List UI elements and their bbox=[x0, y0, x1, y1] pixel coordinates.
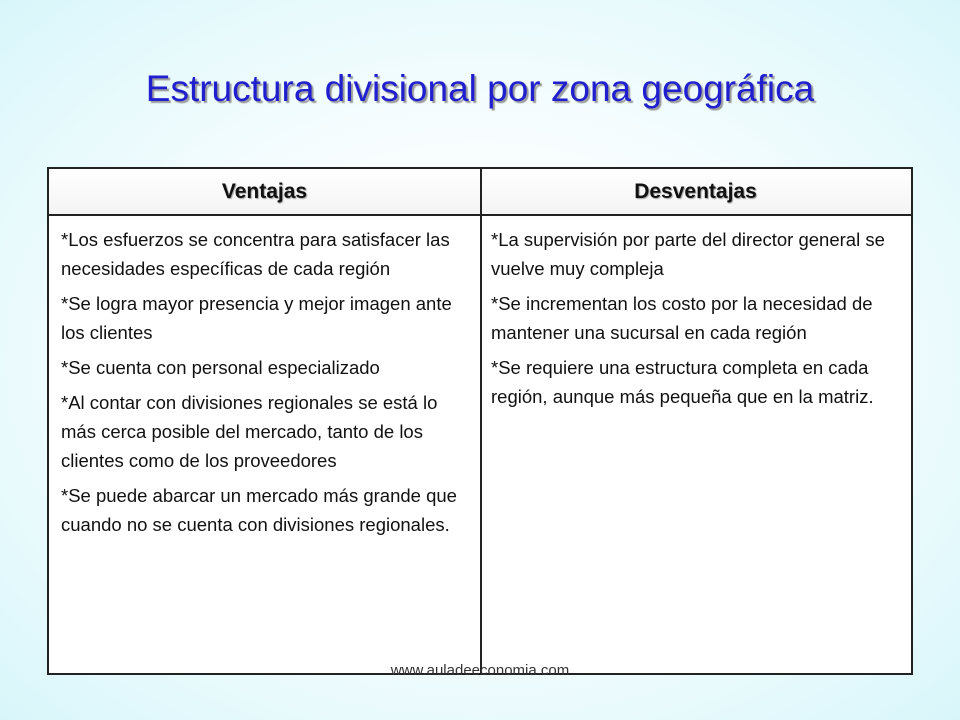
desventajas-column bbox=[491, 225, 903, 417]
slide-title: Estructura divisional por zona geográfica bbox=[145, 68, 815, 109]
header-ventajas: Ventajas bbox=[221, 180, 308, 203]
ventaja-item: *Al contar con divisiones regionales se está lo más cerca posible del mercado, tanto de los clientes como de los proveedores bbox=[61, 392, 438, 471]
ventaja-item: *Se cuenta con personal especializado bbox=[61, 357, 380, 378]
footer-url: www.auladeeconomia.com bbox=[390, 662, 570, 679]
ventaja-item: *Los esfuerzos se concentra para satisfacer las necesidades específicas de cada región bbox=[61, 229, 450, 279]
column-divider bbox=[480, 169, 482, 673]
desventaja-item: *La supervisión por parte del director general se vuelve muy compleja bbox=[491, 229, 885, 279]
header-desventajas: Desventajas bbox=[634, 180, 757, 203]
desventaja-item: *Se incrementan los costo por la necesidad de mantener una sucursal en cada región bbox=[491, 293, 873, 343]
comparison-table bbox=[47, 167, 913, 675]
ventajas-column bbox=[61, 225, 473, 545]
desventaja-item: *Se requiere una estructura completa en cada región, aunque más pequeña que en la matriz. bbox=[491, 357, 874, 407]
ventaja-item: *Se puede abarcar un mercado más grande que cuando no se cuenta con divisiones regionales. bbox=[61, 485, 457, 535]
ventaja-item: *Se logra mayor presencia y mejor imagen ante los clientes bbox=[61, 293, 452, 343]
